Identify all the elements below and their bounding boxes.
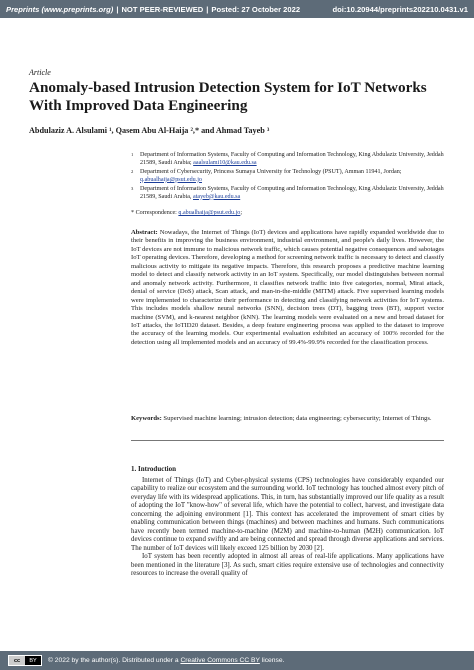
email-link[interactable]: atayeb@kau.edu.sa	[192, 193, 241, 200]
affiliation-number: 3	[131, 185, 134, 191]
footer-suffix: license.	[259, 657, 285, 664]
email-link[interactable]: aaalsulami10@kau.edu.sa	[193, 159, 257, 166]
header-left	[6, 5, 300, 14]
posted-date: Posted: 27 October 2022	[211, 4, 301, 14]
affiliation-number: 2	[131, 168, 134, 174]
abstract-label: Abstract:	[131, 229, 158, 236]
keywords-label: Keywords:	[131, 415, 162, 422]
correspondence-suffix: ;	[240, 210, 243, 216]
email-link[interactable]: q.abualhaija@psut.edu.jo	[140, 176, 202, 183]
body-paragraph: Internet of Things (IoT) and Cyber-physical systems (CPS) technologies have considerably expanded our capability to realize our ecosystem and the surrounding world. IoT technology has touched almost every pitch of everyday life with its widespread applications. This, in turn, has substantially improved our life quality as a result of adopting the IoT "know-how" of several life, which have the potential to collect, harvest, and investigate data concerning the adjoining environment [1]. This context has accelerated the improvement of smart cities by enabling communication between things (machines) and between machines and humans. Such communications have recently been termed machine-to-machine (M2M) and machine-to-human (M2H) communication. IoT devices continue to expand swiftly and are being connected and spread through diverse applications and services. The number of IoT devices will likely exceed 125 billion by 2030 [2].	[131, 477, 444, 552]
keywords-text: Supervised machine learning; intrusion detection; data engineering; cybersecurity; Internet of Things.	[161, 415, 432, 422]
header-separator: |	[206, 4, 209, 14]
journal-name[interactable]: Preprints (www.preprints.org)	[6, 4, 114, 14]
affiliation-number: 1	[131, 152, 134, 157]
keywords	[131, 415, 444, 423]
correspondence-label: * Correspondence:	[131, 210, 179, 216]
affiliation-text: Department of Information Systems, Faculty of Computing and Information Technology, King Abdulaziz University, Jeddah 21589, Saudi Arabia;	[140, 152, 444, 166]
doi-link[interactable]: doi:10.20944/preprints202210.0431.v1	[332, 4, 468, 14]
cc-icon: cc	[9, 656, 25, 665]
review-status: NOT PEER-REVIEWED	[121, 4, 204, 14]
abstract-text: Nowadays, the Internet of Things (IoT) devices and applications have rapidly expanded worldwide due to their benefits in improving the business environment, industrial environment, and people's daily lives. However, the IoT devices are not immune to malicious network traffic, which causes potential negative consequences and sabotages IoT operating devices. Therefore, developing a method for screening network traffic is necessary to detect and classify malicious activity to mitigate its negative impacts. Therefore, this research proposes a predictive machine learning model to detect and classify network activity in an IoT system. Specifically, our model distinguishes between normal and anomaly network activity. Furthermore, it classifies network traffic into five categories, normal, Mirai attack, denial of service (DoS) attack, Scan attack, and man-in-the-middle (MITM) attack. Five supervised learning models were implemented to characterize their performance in detecting and classifying network activities for IoT systems. This includes models shallow neural networks (SNN), decision trees (DT), bagging trees (BT), support vector machine (SVM), and k-nearest neighbor (kNN). The learning models were evaluated on a new and broad dataset for IoT attacks, the IoTID20 dataset. Besides, a deep feature engineering process was applied to the dataset to improve the accuracy of the learning models. Our experimental evaluation exhibited an accuracy of 100% recorded for the detection using all implemented models and an accuracy of 99.4%-99.9% recorded for the classification process.	[131, 229, 444, 346]
article-type-label: Article	[29, 68, 51, 77]
correspondence-email-link[interactable]: q.abualhaija@psut.edu.jo	[178, 210, 241, 216]
affiliation-item	[131, 152, 451, 168]
affiliation-item	[131, 169, 451, 185]
paper-title: Anomaly-based Intrusion Detection System for IoT Networks With Improved Data Engineering	[29, 79, 427, 114]
license-link[interactable]: Creative Commons CC BY	[180, 657, 260, 664]
body-paragraph: IoT system has been recently adopted in almost all areas of real-life applications. Many applications have been mentioned in the literature [3]. As such, smart cities require extensive use of technologies and connectivity resources to increase the overall quality of	[131, 553, 444, 577]
cc-by-badge[interactable]	[8, 655, 42, 666]
license-footer	[0, 651, 474, 670]
section-heading: 1. Introduction	[131, 465, 176, 473]
by-icon: BY	[25, 656, 41, 665]
footer-text: © 2022 by the author(s). Distributed under a	[48, 657, 181, 664]
header-separator: |	[116, 4, 119, 14]
section-divider	[131, 440, 444, 441]
correspondence	[131, 210, 242, 216]
affiliation-item	[131, 186, 451, 202]
section-body	[131, 477, 444, 578]
affiliation-text: Department of Information Systems, Faculty of Computing and Information Technology, King Abdulaziz University, Jeddah 21589, Saudi Arabia,	[140, 185, 444, 200]
affiliations	[131, 152, 451, 202]
affiliation-text: Department of Cybersecurity, Princess Sumaya University for Technology (PSUT), Amman 11941, Jordan;	[140, 168, 402, 175]
abstract	[131, 229, 444, 347]
author-list: Abdulaziz A. Alsulami ¹, Qasem Abu Al-Haija ²,* and Ahmad Tayeb ³	[29, 126, 270, 135]
preprint-header-bar	[0, 0, 474, 18]
